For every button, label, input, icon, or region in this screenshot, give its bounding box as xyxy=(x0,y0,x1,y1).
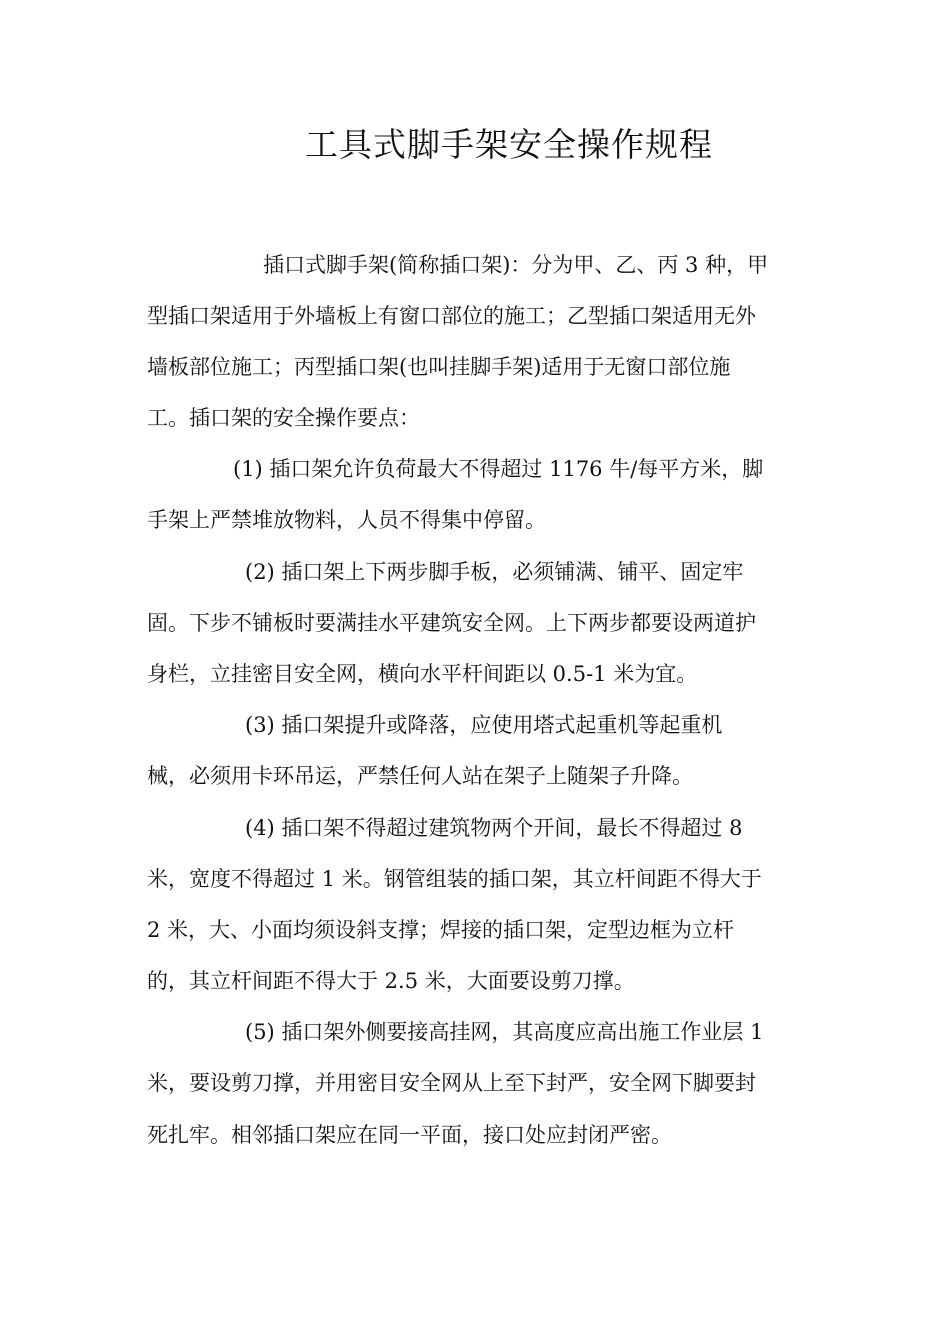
paragraph-line: (3) 插口架提升或降落，应使用塔式起重机等起重机 xyxy=(245,713,723,737)
paragraph-line: (1) 插口架允许负荷最大不得超过 1176 牛/每平方米，脚 xyxy=(233,457,764,481)
paragraph-line: (4) 插口架不得超过建筑物两个开间，最长不得超过 8 xyxy=(245,816,743,840)
paragraph-line: 2 米，大、小面均须设斜支撑；焊接的插口架，定型边框为立杆 xyxy=(147,918,735,942)
paragraph-line: 米，要设剪刀撑，并用密目安全网从上至下封严，安全网下脚要封 xyxy=(147,1071,756,1095)
paragraph-line: 固。下步不铺板时要满挂水平建筑安全网。上下两步都要设两道护 xyxy=(147,611,756,635)
paragraph-line: 手架上严禁堆放物料，人员不得集中停留。 xyxy=(147,508,546,532)
paragraph-line: 工。插口架的安全操作要点： xyxy=(147,406,420,430)
paragraph-line: 身栏，立挂密目安全网，横向水平杆间距以 0.5-1 米为宜。 xyxy=(147,662,698,686)
paragraph-line: 型插口架适用于外墙板上有窗口部位的施工；乙型插口架适用无外 xyxy=(147,304,756,328)
paragraph-line: 的，其立杆间距不得大于 2.5 米，大面要设剪刀撑。 xyxy=(147,969,635,993)
paragraph-line: 插口式脚手架(简称插口架)：分为甲、乙、丙 3 种，甲 xyxy=(263,253,769,277)
paragraph-line: (2) 插口架上下两步脚手板，必须铺满、铺平、固定牢 xyxy=(245,560,744,584)
document-title: 工具式脚手架安全操作规程 xyxy=(305,125,713,164)
paragraph-line: 墙板部位施工；丙型插口架(也叫挂脚手架)适用于无窗口部位施 xyxy=(147,355,731,379)
paragraph-line: 械，必须用卡环吊运，严禁任何人站在架子上随架子升降。 xyxy=(147,764,693,788)
paragraph-line: 米，宽度不得超过 1 米。钢管组装的插口架，其立杆间距不得大于 xyxy=(147,867,762,891)
paragraph-line: 死扎牢。相邻插口架应在同一平面，接口处应封闭严密。 xyxy=(147,1123,672,1147)
paragraph-line: (5) 插口架外侧要接高挂网，其高度应高出施工作业层 1 xyxy=(245,1020,764,1044)
